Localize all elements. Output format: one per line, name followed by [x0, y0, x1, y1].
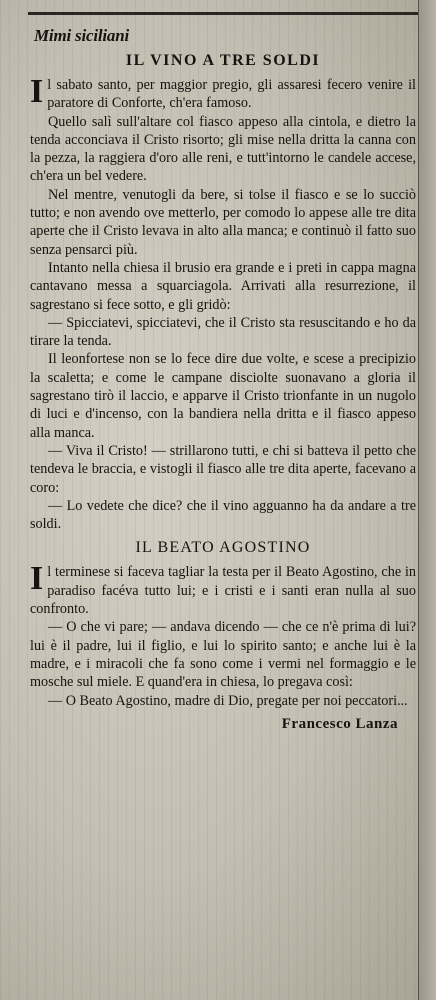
- story-title-2: IL BEATO AGOSTINO: [135, 539, 311, 557]
- story1-paragraph-3: Nel mentre, venutogli da bere, si tolse il fiasco e se lo succiò tutto; e non avendo ove metterlo, per comodo lo appese alle tre dita aperte che il Cristo levava in alto alla manca; e continuò il fatto suo senza pensarci più.: [30, 186, 416, 258]
- story1-paragraph-4: Intanto nella chiesa il brusio era grande e i preti in cappa magna cantavano messa a squarciagola. Arrivati alla resurrezione, il sagrestano si fece sotto, e gli gridò:: [30, 259, 416, 313]
- section-rubric: Mimi siciliani: [34, 26, 129, 45]
- adjacent-column-edge: [418, 0, 436, 1000]
- story-title-1: IL VINO A TRE SOLDI: [125, 52, 321, 69]
- story2-paragraph-2: — O che vi pare; — andava dicendo — che ce n'è prima di lui? lui è il padre, lui il figlio, e lui lo spirito santo; e anche lui è la madre, e i miracoli che fa sono come i vermi nel formaggio e le mosche sul miele. E quand'era in chiesa, lo pregava così:: [30, 619, 416, 691]
- story1-paragraph-5: — Spicciatevi, spicciatevi, che il Cristo sta resuscitando e ho da tirare la tenda.: [30, 314, 416, 350]
- story1-paragraph-6: Il leonfortese non se lo fece dire due volte, e scese a precipizio la scaletta; e come le campane disciolte suonavano a gloria il sagrestano tirò il laccio, e apparve il Cristo trionfante in un nugolo di luci e d'incenso, con la bandiera nella dritta e il fiasco appeso alla manca.: [30, 351, 416, 441]
- story2-paragraph-1: Il terminese si faceva tagliar la testa per il Beato Agostino, che in paradiso facéva tutto lui; e i cristi e i santi eran nulla al suo confronto.: [30, 560, 416, 618]
- story1-paragraph-1: Il sabato santo, per maggior pregio, gli assaresi fecero venire il paratore di Conforte, ch'era famoso.: [30, 73, 416, 112]
- story1-paragraph-2: Quello salì sull'altare col fiasco appeso alla cintola, e dietro la tenda acconciava il Cristo risorto; gli mise nella dritta la canna con la pezza, la raggiera d'oro alle reni, e tutt'intorno le candele accese, ch'era un bel vedere.: [30, 113, 416, 185]
- dropcap-2: I: [30, 560, 44, 598]
- story2-paragraph-3: — O Beato Agostino, madre di Dio, pregate per noi peccatori...: [48, 692, 408, 709]
- story1-paragraph-7: — Viva il Cristo! — strillarono tutti, e chi si batteva il petto che tendeva le braccia, e vistogli il fiasco alle tre dita aperte, facevano a coro:: [30, 442, 416, 496]
- article-column: [30, 26, 416, 733]
- dropcap-1: I: [30, 73, 44, 110]
- author-signature: Francesco Lanza: [281, 715, 398, 732]
- top-rule: [28, 12, 436, 15]
- story1-paragraph-8: — Lo vedete che dice? che il vino agguanno ha da andare a tre soldi.: [30, 497, 416, 533]
